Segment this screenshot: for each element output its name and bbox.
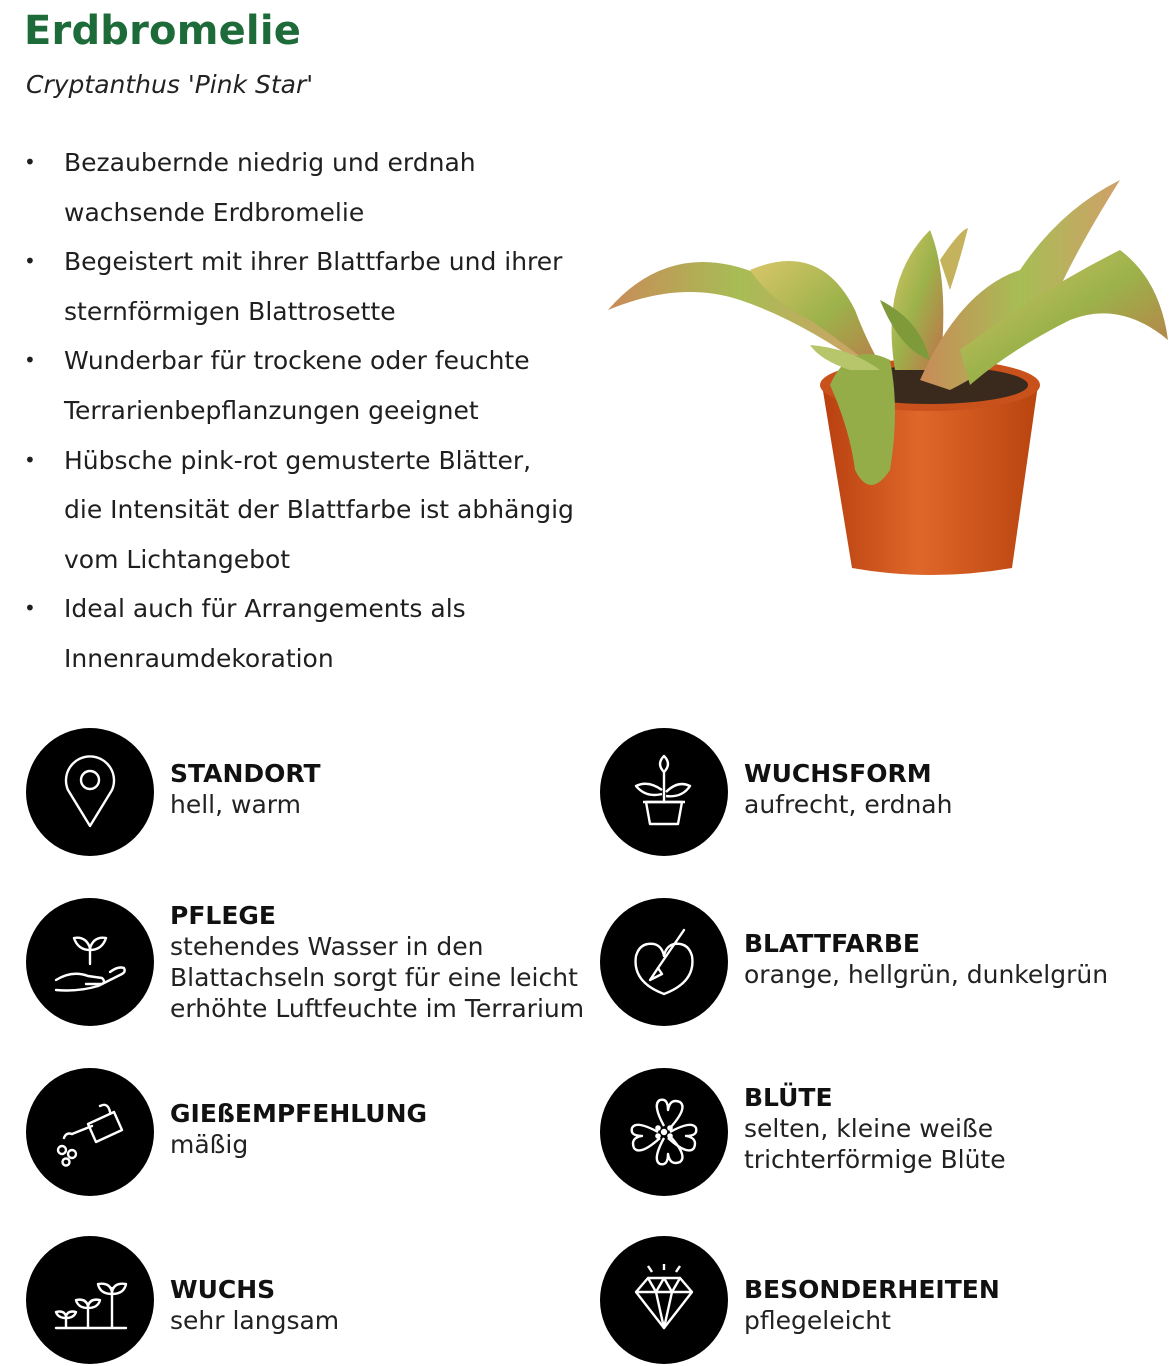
hand-seedling-icon [26, 898, 154, 1026]
bullet-item-continued: Innenraumdekoration [64, 643, 334, 673]
feature-heading: BESONDERHEITEN [744, 1275, 1000, 1304]
feature-bluete [600, 1068, 1160, 1198]
feature-bullet-list [20, 138, 580, 684]
plant-photo [600, 170, 1170, 590]
feature-heading: STANDORT [170, 759, 321, 788]
diamond-icon [600, 1236, 728, 1364]
potted-plant-icon [600, 728, 728, 856]
feature-blattfarbe [600, 898, 1160, 1028]
feature-value: selten, kleine weiße trichterförmige Blüte [744, 1114, 1006, 1174]
bullet-item-continued: sternförmigen Blattrosette [64, 296, 396, 326]
feature-value: aufrecht, erdnah [744, 790, 953, 819]
watering-can-icon [26, 1068, 154, 1196]
location-pin-icon [26, 728, 154, 856]
feature-heading: BLÜTE [744, 1083, 833, 1112]
bullet-item: • Ideal auch für Arrangements als [24, 594, 466, 624]
bullet-item-continued: Terrarienbepflanzungen geeignet [64, 395, 479, 425]
feature-giessempfehlung [26, 1068, 586, 1198]
feature-heading: WUCHS [170, 1275, 276, 1304]
botanical-name: Cryptanthus 'Pink Star' [26, 70, 314, 99]
feature-wuchsform [600, 728, 1160, 858]
page-title: Erdbromelie [24, 8, 302, 54]
bullet-item-continued: wachsende Erdbromelie [64, 197, 365, 227]
bullet-item: • Bezaubernde niedrig und erdnah [24, 148, 476, 177]
feature-value: stehendes Wasser in den Blattachseln sorgt für eine leicht erhöhte Luftfeuchte im Terrarium [170, 932, 585, 1023]
feature-heading: PFLEGE [170, 901, 277, 930]
feature-value: sehr langsam [170, 1306, 340, 1335]
bullet-item-continued: vom Lichtangebot [64, 544, 291, 574]
growth-icon [26, 1236, 154, 1364]
feature-value: orange, hellgrün, dunkelgrün [744, 960, 1109, 989]
leaf-brush-icon [600, 898, 728, 1026]
bullet-item-continued: die Intensität der Blattfarbe ist abhängig [64, 495, 574, 525]
feature-heading: BLATTFARBE [744, 929, 921, 958]
bullet-item: • Hübsche pink-rot gemusterte Blätter, [24, 445, 532, 475]
flower-icon [600, 1068, 728, 1196]
feature-value: pflegeleicht [744, 1306, 891, 1335]
feature-pflege [26, 898, 586, 1028]
feature-besonderheiten [600, 1236, 1160, 1366]
feature-standort [26, 728, 586, 858]
bullet-item: • Begeistert mit ihrer Blattfarbe und ihrer [24, 247, 563, 277]
feature-heading: WUCHSFORM [744, 759, 932, 788]
feature-value: hell, warm [170, 790, 301, 819]
feature-wuchs [26, 1236, 586, 1366]
bullet-item: • Wunderbar für trockene oder feuchte [24, 346, 530, 376]
feature-heading: GIEßEMPFEHLUNG [170, 1099, 428, 1128]
feature-value: mäßig [170, 1130, 249, 1159]
